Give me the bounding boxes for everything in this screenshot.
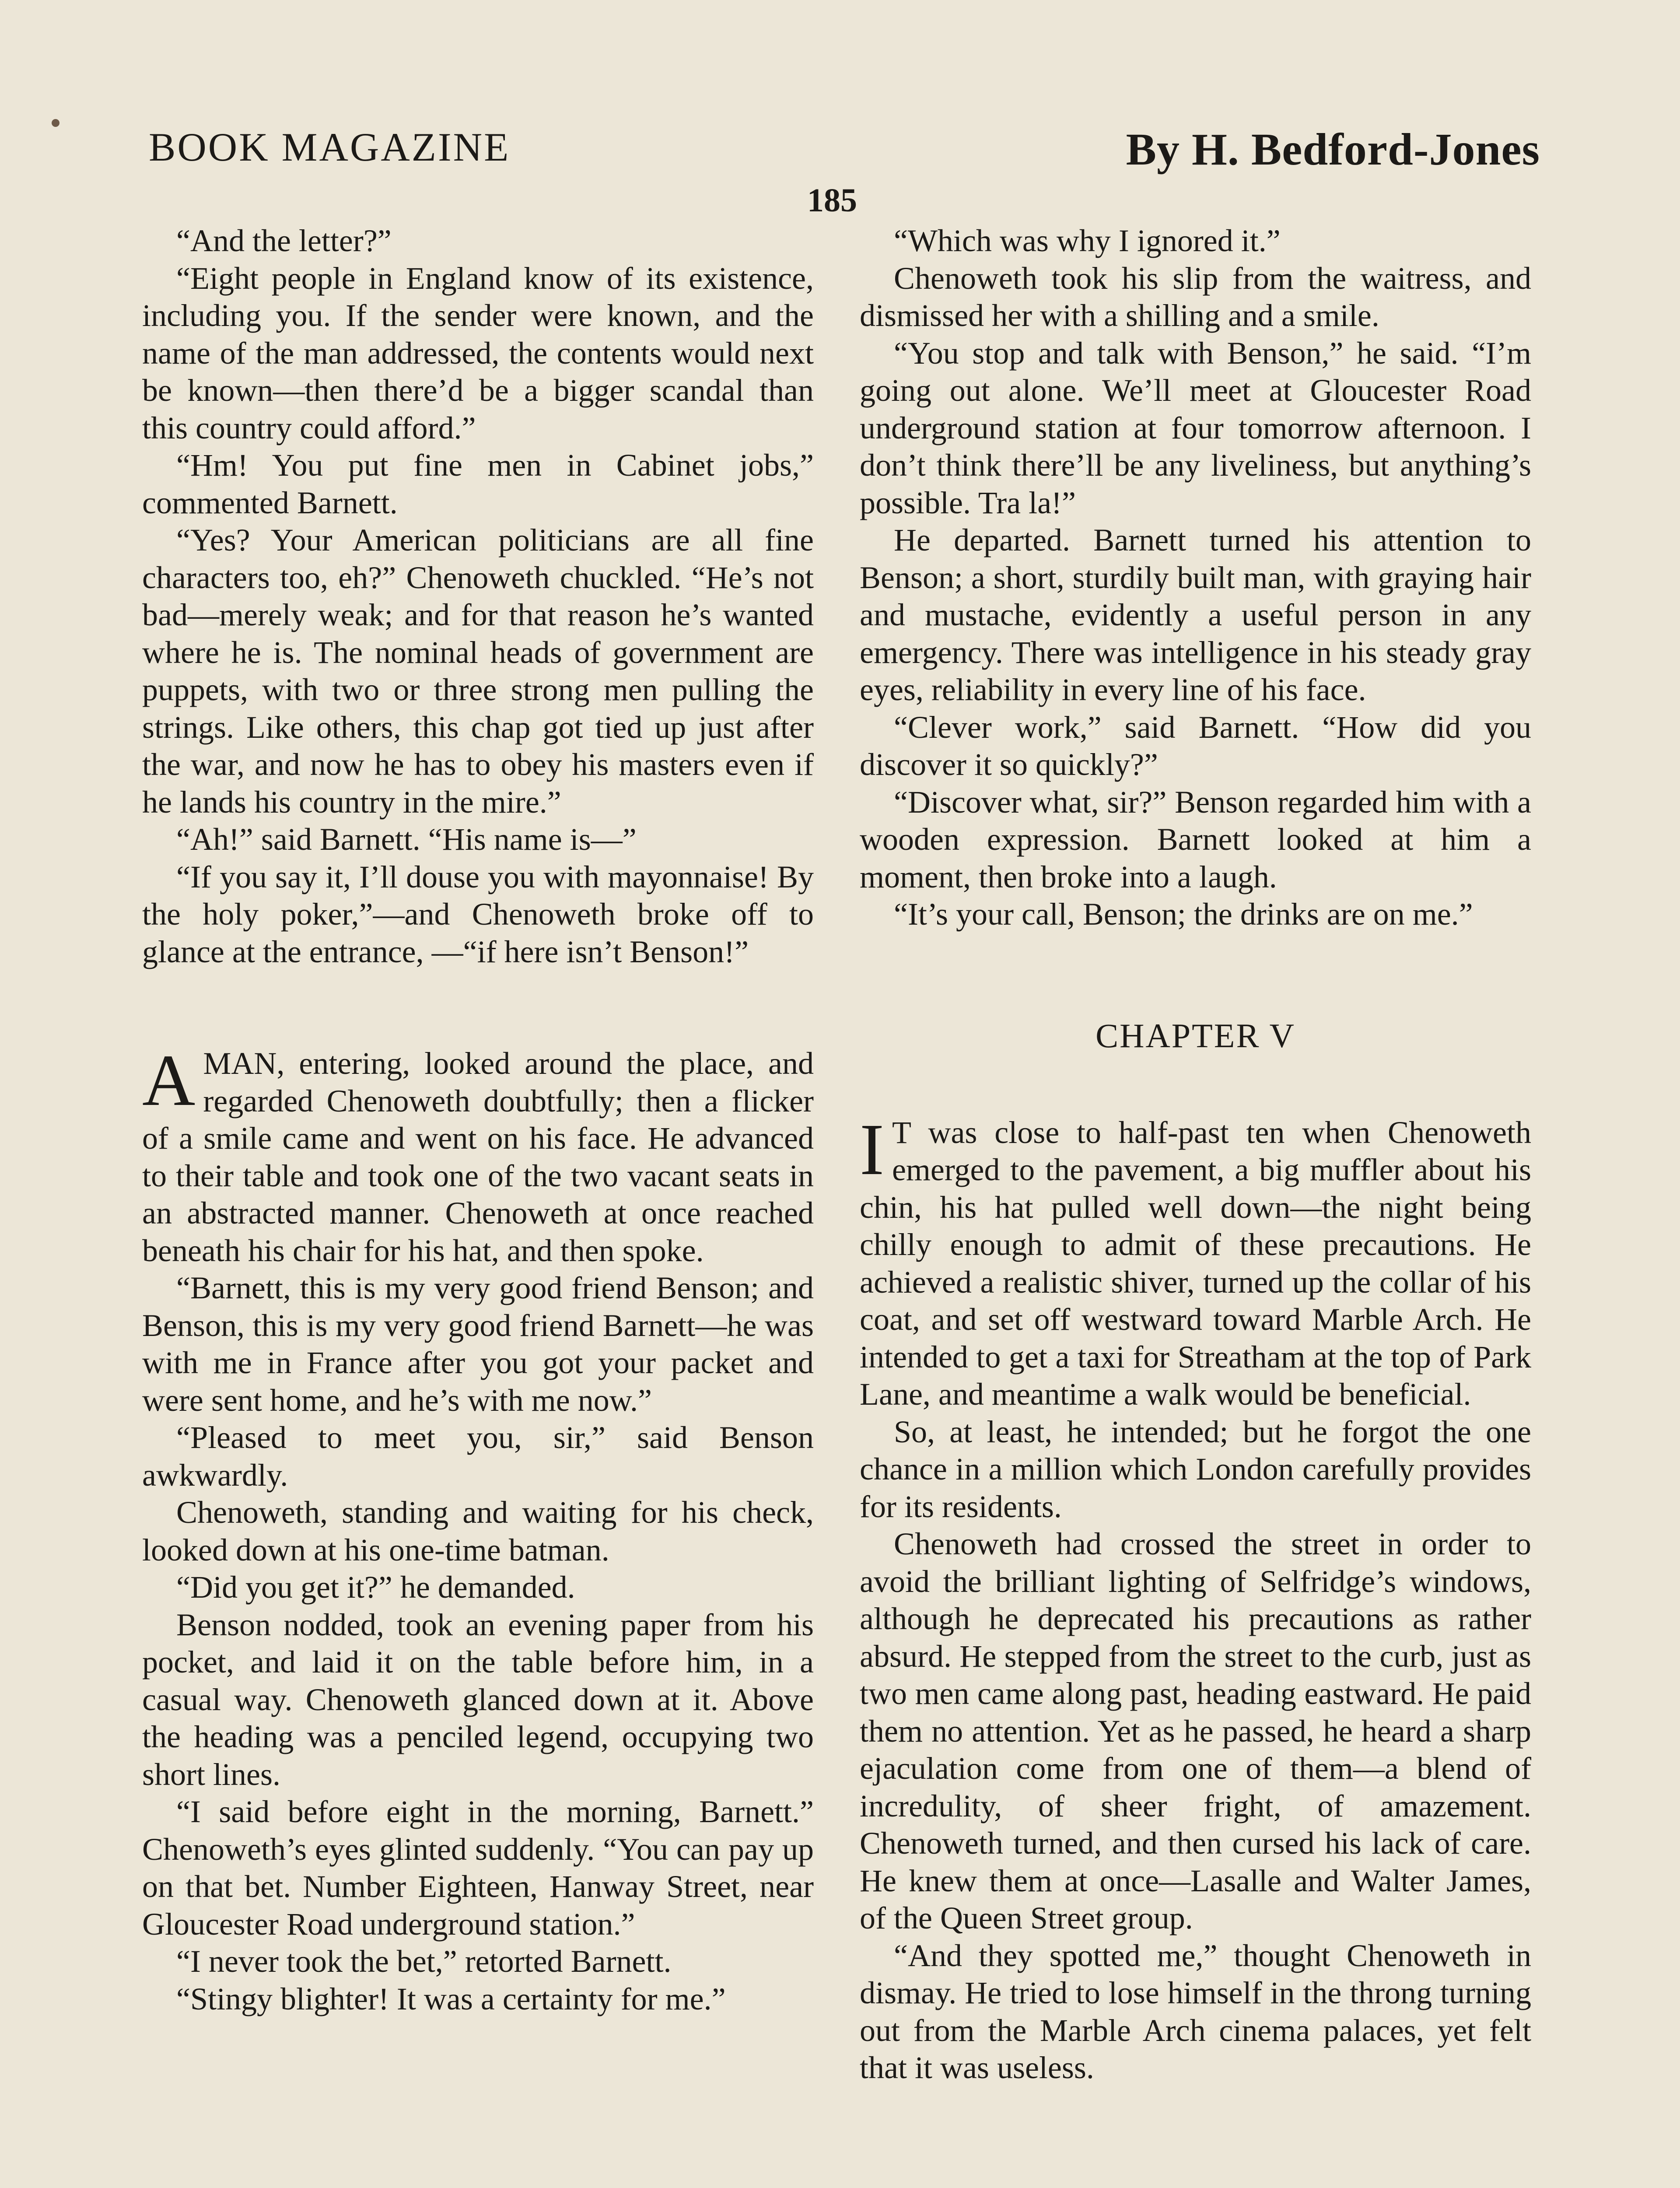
paragraph: Chenoweth took his slip from the waitress, and dismissed her with a shilling and a smile. [860, 260, 1531, 333]
paragraph: “You stop and talk with Benson,” he said. “I’m going out alone. We’ll meet at Gloucester Road underground station at four tomorrow afternoon. I don’t think there’ll be any liveliness, but anything’s possible. Tra la!” [860, 335, 1531, 520]
paragraph: So, at least, he intended; but he forgot the one chance in a million which London carefully provides for its residents. [860, 1414, 1531, 1524]
paragraph: “Pleased to meet you, sir,” said Benson awkwardly. [142, 1420, 814, 1493]
paragraph: “Barnett, this is my very good friend Benson; and Benson, this is my very good friend Barnett—he was with me in France after you got your packet and were sent home, and he’s with me now.” [142, 1270, 814, 1418]
paragraph: “I never took the bet,” retorted Barnett. [176, 1944, 672, 1979]
paragraph: Benson nodded, took an evening paper from his pocket, and laid it on the table before him, in a casual way. Chenoweth glanced down at it. Above the heading was a penciled legend, occupying two short lines. [142, 1607, 814, 1792]
author-byline: By H. Bedford-Jones [1126, 124, 1540, 175]
paragraph: “Ah!” said Barnett. “His name is—” [176, 822, 637, 857]
paragraph: “Which was why I ignored it.” [894, 223, 1281, 258]
paragraph: “And they spotted me,” thought Chenoweth in dismay. He tried to lose himself in the throng turning out from the Marble Arch cinema palaces, yet felt that it was useless. [860, 1938, 1531, 2085]
paragraph: Chenoweth, standing and waiting for his check, looked down at his one-time batman. [142, 1495, 814, 1567]
paragraph-text: T was close to half-past ten when Chenoweth emerged to the pavement, a big muffler about his chin, his hat pulled well down—the night being chilly enough to admit of these precautions. He achieved a realistic shiver, turned up the collar of his coat, and set off westward toward Marble Arch. He intended to get a taxi for Streatham at the top of Park Lane, and meantime a walk would be beneficial. [860, 1115, 1531, 1412]
paragraph: “Clever work,” said Barnett. “How did you discover it so quickly?” [860, 709, 1531, 782]
paragraph: “If you say it, I’ll douse you with mayonnaise! By the holy poker,”—and Chenoweth broke off to glance at the entrance, —“if here isn’t Benson!” [142, 859, 814, 969]
paragraph: “Eight people in England know of its existence, including you. If the sender were known, and the name of the man addressed, the contents would next be known—then there’d be a bigger scandal than this country could afford.” [142, 260, 814, 445]
paragraph: “Hm! You put fine men in Cabinet jobs,” commented Barnett. [142, 448, 814, 520]
page-number: 185 [807, 182, 857, 219]
chapter-opening-paragraph [860, 1108, 1531, 1413]
section-opening-paragraph [142, 1040, 814, 1269]
paragraph: “It’s your call, Benson; the drinks are on me.” [894, 897, 1473, 932]
paragraph: “Yes? Your American politicians are all fine characters too, eh?” Chenoweth chuckled. “He’s not bad—merely weak; and for that reason he’s wanted where he is. The nominal heads of government are puppets, with two or three strong men pulling the strings. Like others, this chap got tied up just after the war, and now he has to obey his masters even if he lands his country in the mire.” [142, 522, 814, 820]
paragraph: “I said before eight in the morning, Barnett.” Chenoweth’s eyes glinted suddenly. “You can pay up on that bet. Number Eighteen, Hanway Street, near Gloucester Road underground station.” [142, 1794, 814, 1942]
paragraph: Chenoweth had crossed the street in order to avoid the brilliant lighting of Selfridge’s windows, although he deprecated his precautions as rather absurd. He stepped from the street to the curb, just as two men came along past, heading eastward. He paid them no attention. Yet as he passed, he heard a sharp ejaculation come from one of them—a blend of incredulity, of sheer fright, of amazement. Chenoweth turned, and then cursed his lack of care. He knew them at once—Lasalle and Walter James, of the Queen Street group. [860, 1526, 1531, 1936]
drop-cap: A [142, 1040, 196, 1121]
paragraph: “And the letter?” [176, 223, 392, 258]
magazine-title: BOOK MAGAZINE [149, 125, 511, 169]
right-column [860, 222, 1531, 2087]
drop-cap: I [860, 1108, 884, 1190]
ink-spot [52, 119, 60, 127]
section-break [142, 971, 814, 1045]
paragraph: “Stingy blighter! It was a certainty for me.” [176, 1981, 726, 2016]
paragraph: He departed. Barnett turned his attention to Benson; a short, sturdily built man, with graying hair and mustache, evidently a useful person in any emergency. There was intelligence in his steady gray eyes, reliability in every line of his face. [860, 522, 1531, 707]
paragraph-text: MAN, entering, looked around the place, and regarded Chenoweth doubtfully; then a flicker of a smile came and went on his face. He advanced to their table and took one of the two vacant seats in an abstracted manner. Chenoweth at once reached beneath his chair for his hat, and then spoke. [142, 1046, 814, 1268]
paragraph: “Did you get it?” he demanded. [176, 1570, 575, 1605]
paragraph: “Discover what, sir?” Benson regarded him with a wooden expression. Barnett looked at him a moment, then broke into a laugh. [860, 784, 1531, 894]
left-column [142, 222, 814, 2018]
chapter-heading: CHAPTER V [1096, 1016, 1295, 1055]
